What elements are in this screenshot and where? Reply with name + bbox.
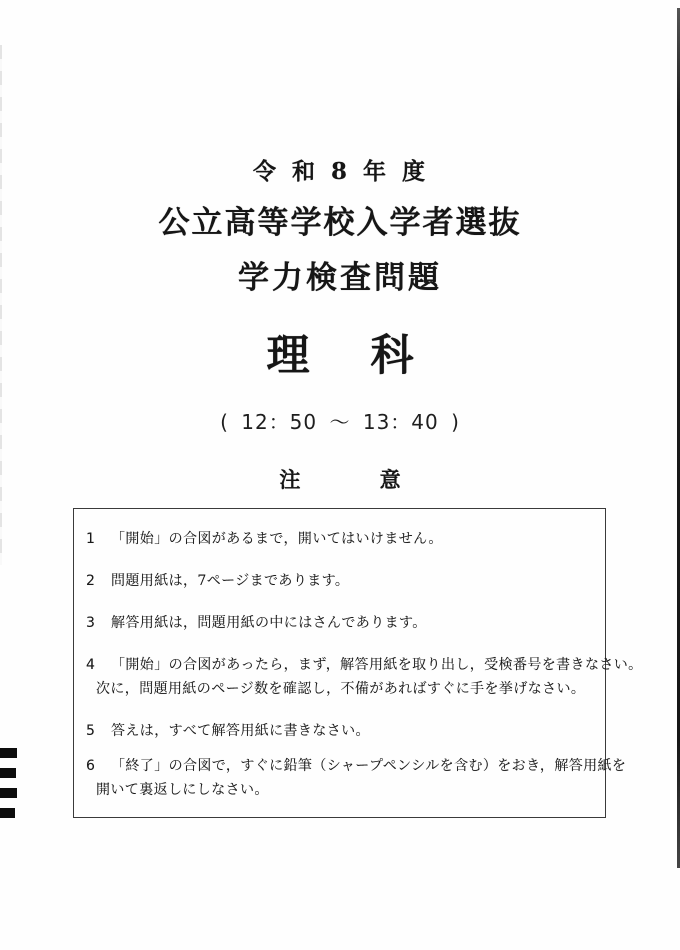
notice-item-line: 問題用紙は，7ページまであります。 bbox=[111, 573, 350, 589]
notice-item-number: 3 bbox=[86, 615, 96, 631]
notice-item-line: 「開始」の合図があるまで，開いてはいけません。 bbox=[111, 531, 443, 547]
notice-item bbox=[86, 719, 599, 743]
notice-box bbox=[73, 508, 643, 818]
notice-item bbox=[86, 611, 599, 635]
notice-item-text bbox=[86, 569, 599, 593]
notice-item-line: 解答用紙は，問題用紙の中にはさんであります。 bbox=[111, 615, 427, 631]
registration-mark bbox=[0, 768, 16, 778]
notice-item-text bbox=[86, 527, 599, 551]
registration-mark bbox=[0, 808, 15, 818]
notice-item-text bbox=[86, 719, 599, 743]
exam-title-line2: 学力検査問題 bbox=[238, 260, 442, 296]
notice-item-line: 答えは，すべて解答用紙に書きなさい。 bbox=[111, 723, 370, 739]
notice-item-text bbox=[86, 653, 643, 701]
registration-mark bbox=[0, 748, 17, 758]
notice-item-line: 「開始」の合図があったら，まず，解答用紙を取り出し，受検番号を書きなさい。 bbox=[111, 657, 643, 673]
era-year-heading: 令 和 8 年 度 bbox=[252, 158, 428, 185]
notice-item-number: 4 bbox=[86, 657, 96, 673]
exam-time-range: ( 12：50 ～ 13：40 ) bbox=[220, 410, 460, 434]
notice-item-text bbox=[86, 611, 599, 635]
notice-item-number: 5 bbox=[86, 723, 96, 739]
notice-heading: 注 意 bbox=[279, 467, 401, 492]
notice-item bbox=[86, 754, 627, 802]
notice-item-text bbox=[86, 754, 627, 802]
notice-item-line: 開いて裏返しにしなさい。 bbox=[96, 782, 269, 798]
subject-title: 理 科 bbox=[266, 331, 414, 381]
registration-marks bbox=[0, 748, 17, 820]
notice-item-number: 1 bbox=[86, 531, 96, 547]
notice-item bbox=[86, 569, 599, 593]
notice-item-line: 「終了」の合図で，すぐに鉛筆（シャープペンシルを含む）をおき，解答用紙を bbox=[111, 758, 627, 774]
notice-item bbox=[86, 527, 599, 551]
notice-item-number: 6 bbox=[86, 758, 96, 774]
exam-title-line1: 公立高等学校入学者選抜 bbox=[158, 205, 522, 241]
notice-item-line: 次に，問題用紙のページ数を確認し，不備があればすぐに手を挙げなさい。 bbox=[96, 681, 586, 697]
registration-mark bbox=[0, 788, 17, 798]
notice-item bbox=[86, 653, 643, 701]
notice-item-number: 2 bbox=[86, 573, 96, 589]
